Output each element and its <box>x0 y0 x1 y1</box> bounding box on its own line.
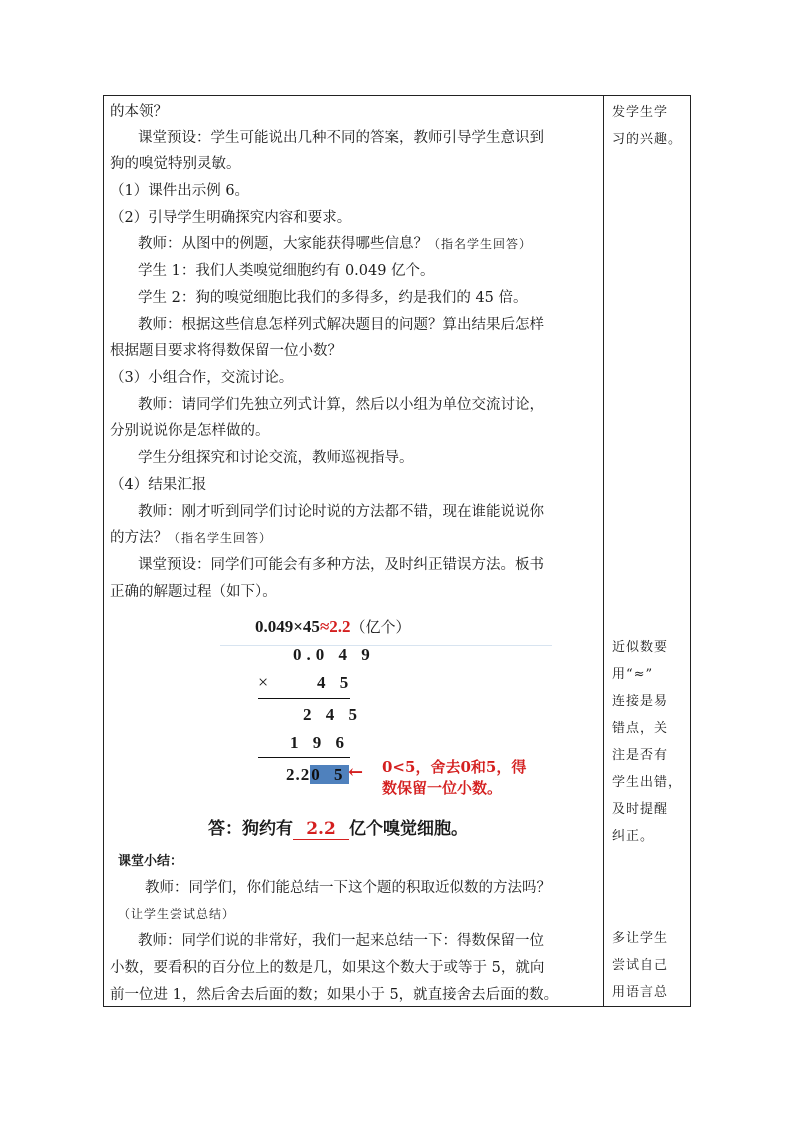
side-note-line: 用“≈” <box>612 667 654 682</box>
side-note-line: 学生出错， <box>612 775 683 790</box>
equation <box>255 617 411 637</box>
side-note-line: 注是否有 <box>612 748 669 763</box>
side-note-line: 多让学生 <box>612 931 669 946</box>
method-question: 的方法？ <box>110 530 168 546</box>
text-line: 根据题目要求将得数保留一位小数？ <box>110 343 342 359</box>
hint-note: （指名学生回答） <box>428 237 533 251</box>
summary-title: 课堂小结： <box>118 854 184 869</box>
text-line: （2）引导学生明确探究内容和要求。 <box>110 210 352 226</box>
side-note-line: 错点，关 <box>612 721 669 736</box>
side-note-line: 及时提醒 <box>612 802 669 817</box>
text-line <box>110 528 272 548</box>
result-prefix: 2.2 <box>286 765 311 784</box>
side-note-line: 尝试自己 <box>612 958 669 973</box>
text-line: 正确的解题过程（如下）。 <box>110 584 277 600</box>
text-line: 前一位进 1，然后舍去后面的数；如果小于 5，就直接舍去后面的数。 <box>110 987 559 1003</box>
text-line: （1）课件出示例 6。 <box>110 183 250 199</box>
text-line: 小数，要看积的百分位上的数是几，如果这个数大于或等于 5，就向 <box>110 960 545 976</box>
text-line: 学生分组探究和讨论交流，教师巡视指导。 <box>138 450 414 466</box>
side-note-line: 用语言总 <box>612 985 669 1000</box>
teacher-question: 教师：从图中的例题，大家能获得哪些信息？ <box>138 236 428 252</box>
side-note-line: 近似数要 <box>612 640 669 655</box>
text-line: 教师：同学们说的非常好，我们一起来总结一下：得数保留一位 <box>138 933 544 949</box>
equation-left: 0.049×45 <box>255 617 320 636</box>
times-sign: × <box>258 672 274 692</box>
text-line: 狗的嗅觉特别灵敏。 <box>110 156 241 172</box>
text-line: （4）结果汇报 <box>110 477 207 493</box>
text-line: 教师：根据这些信息怎样列式解决题目的问题？算出结果后怎样 <box>138 317 544 333</box>
text-line: 教师：刚才听到同学们讨论时说的方法都不错，现在谁能说说你 <box>138 504 544 520</box>
calc-result <box>286 765 349 785</box>
answer-line <box>208 817 468 841</box>
text-line <box>138 234 532 254</box>
answer-prefix: 答：狗约有 <box>208 819 293 839</box>
answer-suffix: 亿个嗅觉细胞。 <box>349 819 468 839</box>
side-note-line: 习的兴趣。 <box>612 132 683 147</box>
text-line: 分别说说你是怎样做的。 <box>110 423 270 439</box>
faint-rule <box>220 645 552 646</box>
note-line-1: 0<5，舍去0和5，得 <box>382 758 527 776</box>
calc-row-partial-1: 2 4 5 <box>303 705 362 724</box>
calc-rule-1 <box>258 698 350 699</box>
text-line: 教师：同学们，你们能总结一下这个题的积取近似数的方法吗？ <box>145 880 551 896</box>
text-line: 教师：请同学们先独立列式计算，然后以小组为单位交流讨论， <box>138 397 544 413</box>
hint-note: （指名学生回答） <box>168 531 273 545</box>
hint-note: （让学生尝试总结） <box>118 907 236 921</box>
text-line: 学生 1：我们人类嗅觉细胞约有 0.049 亿个。 <box>138 263 435 279</box>
text-line: 的本领？ <box>110 104 168 120</box>
text-line: 学生 2：狗的嗅觉细胞比我们的多得多，约是我们的 45 倍。 <box>138 290 528 306</box>
equation-result: 2.2 <box>329 617 351 636</box>
side-note-line: 发学生学 <box>612 105 669 120</box>
text-line: （3）小组合作，交流讨论。 <box>110 370 294 386</box>
side-note-line: 连接是易 <box>612 694 669 709</box>
calc-row-multiplicand: 0.0 4 9 <box>293 645 375 664</box>
arrow-icon: ← <box>348 762 364 783</box>
calc-row-multiplier: 4 5 <box>317 673 354 692</box>
text-line: 课堂预设：同学们可能会有多种方法，及时纠正错误方法。板书 <box>138 557 544 573</box>
approx-sign: ≈ <box>319 617 330 636</box>
column-divider <box>603 95 604 1007</box>
side-note-line: 纠正。 <box>612 829 655 844</box>
answer-value: 2.2 <box>293 819 349 840</box>
calc-rule-2 <box>258 757 350 758</box>
calc-row-partial-2: 1 9 6 <box>290 733 349 752</box>
equation-unit: （亿个） <box>350 618 411 636</box>
note-line-2: 数保留一位小数。 <box>382 779 503 797</box>
text-line: 课堂预设：学生可能说出几种不同的答案，教师引导学生意识到 <box>138 130 544 146</box>
result-highlight: 0 5 <box>311 765 348 784</box>
